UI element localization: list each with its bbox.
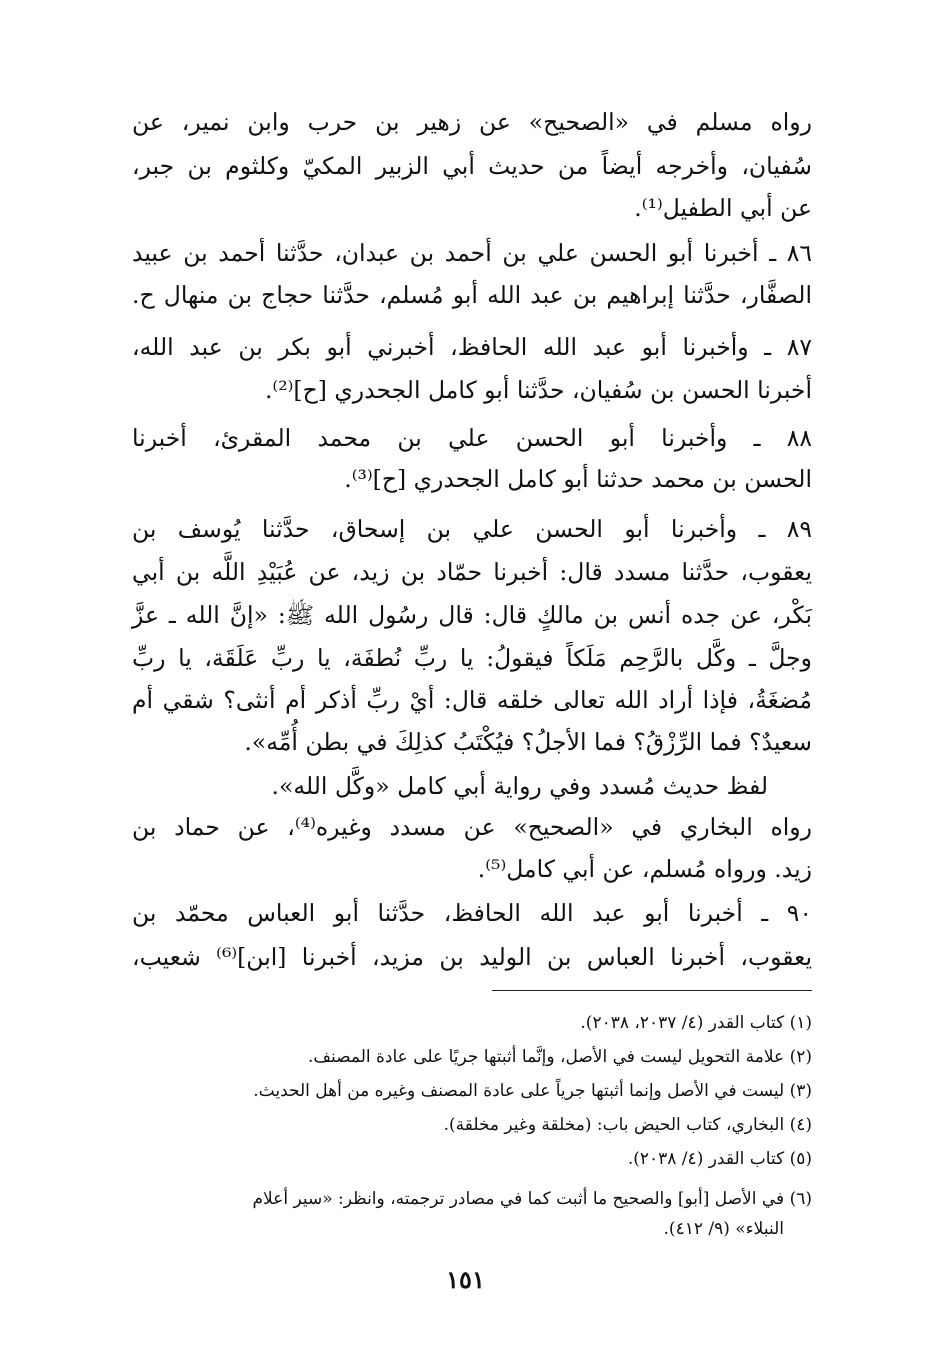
text-line: الصفَّار، حدَّثنا إبراهيم بن عبد الله أبو مُسلم، حدَّثنا حجاج بن منهال ح. bbox=[132, 281, 812, 309]
text-line: ٨٧ ـ وأخبرنا أبو عبد الله الحافظ، أخبرني أبو بكر بن عبد الله، bbox=[132, 333, 812, 361]
footnote: (٦) في الأصل [أبو] والصحيح ما أثبت كما في مصادر ترجمته، وانظر: «سير أعلام bbox=[252, 1189, 812, 1209]
page-number: ١٥١ bbox=[446, 1265, 485, 1294]
text-line: يعقوب، حدَّثنا مسدد قال: أخبرنا حمّاد بن زيد، عن عُبَيْدِ اللَّه بن أبي bbox=[132, 558, 812, 586]
text-line: رواه البخاري في «الصحيح» عن مسدد وغيره⁽⁴⁾، عن حماد بن bbox=[132, 813, 812, 841]
text-line: لفظ حديث مُسدد وفي رواية أبي كامل «وكَّل الله». bbox=[271, 772, 768, 800]
text-line: الحسن بن محمد حدثنا أبو كامل الجحدري [ح]⁽³⁾. bbox=[344, 465, 812, 493]
text-line: بَكْر، عن جده أنس بن مالكٍ قال: قال رسُول الله ﷺ: «إنَّ الله ـ عزَّ bbox=[132, 601, 812, 629]
text-line: يعقوب، أخبرنا العباس بن الوليد بن مزيد، أخبرنا [ابن]⁽⁶⁾ شعيب، bbox=[132, 943, 812, 971]
text-line: مُضغَةُ، فإذا أراد الله تعالى خلقه قال: أيْ ربِّ أذكر أم أنثى؟ شقي أم bbox=[132, 686, 812, 714]
footnote: النبلاء» (٩/ ٤١٢). bbox=[663, 1219, 784, 1239]
text-line: رواه مسلم في «الصحيح» عن زهير بن حرب وابن نمير، عن bbox=[132, 108, 812, 136]
footnote: (٥) كتاب القدر (٤/ ٢٠٣٨). bbox=[627, 1149, 812, 1169]
text-line: عن أبي الطفيل⁽¹⁾. bbox=[634, 194, 812, 222]
footnote: (٣) ليست في الأصل وإنما أثبتها جرياً على عادة المصنف وغيره من أهل الحديث. bbox=[253, 1081, 812, 1101]
text-line: ٨٦ ـ أخبرنا أبو الحسن علي بن أحمد بن عبدان، حدَّثنا أحمد بن عبيد bbox=[132, 239, 812, 267]
text-line: ٨٩ ـ وأخبرنا أبو الحسن علي بن إسحاق، حدَّثنا يُوسف بن bbox=[132, 515, 812, 543]
text-line: زيد. ورواه مُسلم، عن أبي كامل⁽⁵⁾. bbox=[477, 855, 812, 883]
footnote: (١) كتاب القدر (٤/ ٢٠٣٧، ٢٠٣٨). bbox=[580, 1013, 812, 1033]
text-line: أخبرنا الحسن بن سُفيان، حدَّثنا أبو كامل الجحدري [ح]⁽²⁾. bbox=[264, 376, 812, 404]
text-line: وجلَّ ـ وكَّل بالرَّحِم مَلَكاً فيقولُ: يا ربِّ نُطفَة، يا ربِّ عَلَقَة، يا ربِّ bbox=[132, 644, 812, 672]
footnote: (٢) علامة التحويل ليست في الأصل، وإنَّما أثبتها جريًا على عادة المصنف. bbox=[308, 1047, 812, 1067]
text-line: ٨٨ ـ وأخبرنا أبو الحسن علي بن محمد المقرئ، أخبرنا bbox=[132, 424, 812, 452]
text-line: سُفيان، وأخرجه أيضاً من حديث أبي الزبير المكيّ وكلثوم بن جبر، bbox=[132, 152, 812, 180]
footnote-separator bbox=[492, 990, 812, 991]
text-line: ٩٠ ـ أخبرنا أبو عبد الله الحافظ، حدَّثنا أبو العباس محمّد بن bbox=[132, 899, 812, 927]
text-line: سعيدٌ؟ فما الرِّزْقُ؟ فما الأجلُ؟ فيُكْتَبُ كذلِكَ في بطن أُمِّه». bbox=[244, 728, 812, 756]
footnote: (٤) البخاري، كتاب الحيض باب: (مخلقة وغير مخلقة). bbox=[443, 1115, 812, 1135]
